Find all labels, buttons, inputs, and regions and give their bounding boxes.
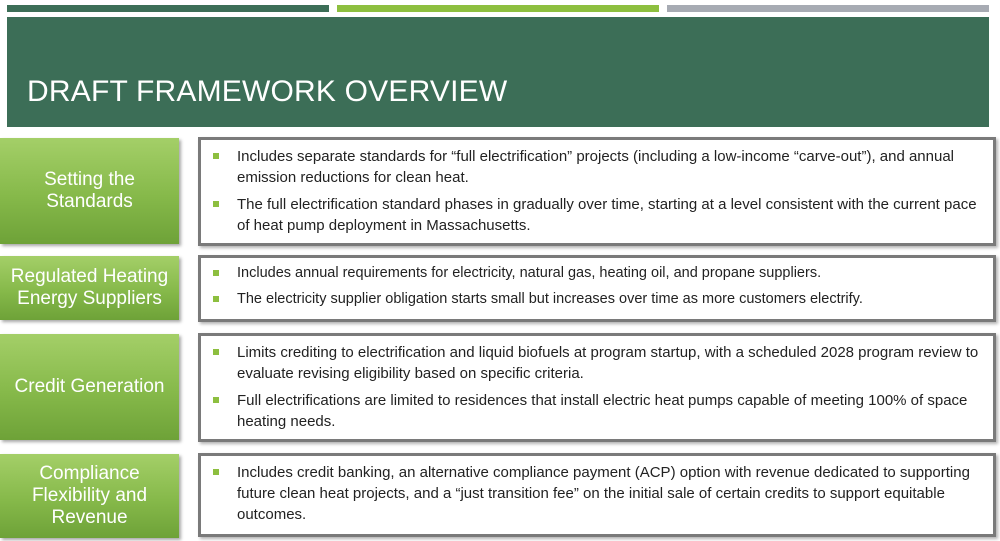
accent-bar-dark-green xyxy=(7,5,329,12)
section-content-compliance-flexibility xyxy=(198,453,996,537)
list-item: Includes credit banking, an alternative compliance payment (ACP) option with revenue dedicated to supporting future clean heat projects, and a “just transition fee” on the initial sale of certain credits to support equitable outcomes. xyxy=(211,462,983,525)
section-label-compliance-flexibility xyxy=(0,454,179,538)
section-content-regulated-suppliers xyxy=(198,255,996,322)
accent-bar-gray xyxy=(667,5,989,12)
square-bullet-icon xyxy=(213,349,219,355)
square-bullet-icon xyxy=(213,201,219,207)
bullet-list xyxy=(211,342,983,432)
list-item: Limits crediting to electrification and liquid biofuels at program startup, with a scheduled 2028 program review to evaluate revising eligibility based on specific criteria. xyxy=(211,342,983,384)
section-label-text: Credit Generation xyxy=(14,376,165,397)
page-title: DRAFT FRAMEWORK OVERVIEW xyxy=(27,75,508,108)
bullet-list xyxy=(211,462,983,525)
square-bullet-icon xyxy=(213,469,219,475)
section-content-setting-standards xyxy=(198,137,996,246)
bullet-list xyxy=(211,146,983,236)
section-label-text: Compliance Flexibility and Revenue xyxy=(31,463,148,528)
list-item: The electricity supplier obligation starts small but increases over time as more customers electrify. xyxy=(211,289,983,310)
section-label-setting-standards xyxy=(0,138,179,244)
square-bullet-icon xyxy=(213,397,219,403)
section-label-credit-generation xyxy=(0,334,179,440)
list-item: The full electrification standard phases in gradually over time, starting at a level consistent with the current pace of heat pump deployment in Massachusetts. xyxy=(211,194,983,236)
section-label-regulated-suppliers xyxy=(0,256,179,320)
square-bullet-icon xyxy=(213,270,219,276)
section-content-credit-generation xyxy=(198,333,996,442)
accent-bar-light-green xyxy=(337,5,659,12)
list-item: Includes annual requirements for electricity, natural gas, heating oil, and propane suppliers. xyxy=(211,263,983,284)
section-label-text: Regulated Heating Energy Suppliers xyxy=(10,266,169,309)
section-label-text: Setting the Standards xyxy=(44,169,135,212)
title-banner xyxy=(7,17,989,127)
bullet-list xyxy=(211,263,983,310)
list-item: Includes separate standards for “full electrification” projects (including a low-income “carve-out”), and annual emission reductions for clean heat. xyxy=(211,146,983,188)
square-bullet-icon xyxy=(213,153,219,159)
list-item: Full electrifications are limited to residences that install electric heat pumps capable of meeting 100% of space heating needs. xyxy=(211,390,983,432)
square-bullet-icon xyxy=(213,296,219,302)
